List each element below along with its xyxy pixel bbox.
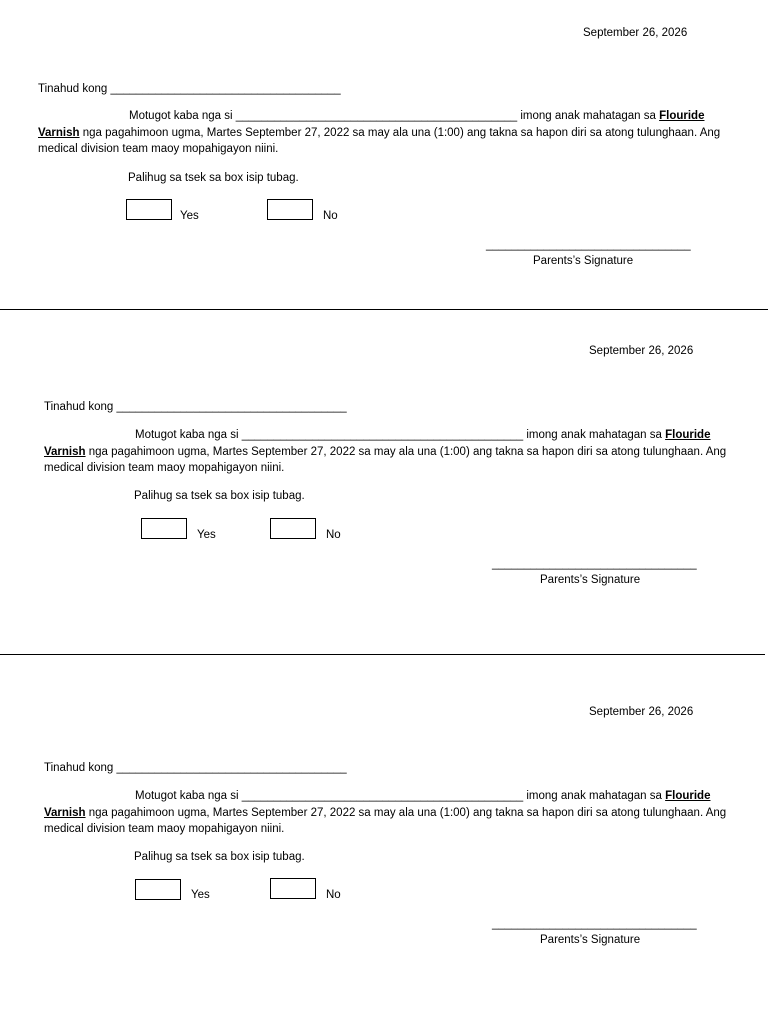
slip-date: September 26, 2026: [589, 345, 694, 357]
instruction-text: Palihug sa tsek sa box isip tubag.: [128, 172, 299, 184]
product-name-word1: Flouride: [665, 429, 711, 441]
consent-paragraph: [44, 788, 744, 838]
product-name-word2: Varnish: [38, 126, 80, 139]
slip-date: September 26, 2026: [589, 706, 694, 718]
consent-text-end: nga pagahimoon ugma, Martes September 27, 2022 sa may ala una (1:00) ang takna sa hapon diri sa atong tulunghaan. Ang medical division team maoy mopahigayon niini.: [44, 445, 727, 474]
product-name-word2: Varnish: [44, 445, 86, 458]
salutation: Tinahud kong ____________________________________: [44, 762, 347, 774]
product-name-word1: Flouride: [665, 790, 711, 802]
yes-label: Yes: [197, 529, 216, 541]
yes-label: Yes: [191, 889, 210, 901]
signature-label: Parents’s Signature: [540, 574, 641, 586]
instruction-text: Palihug sa tsek sa box isip tubag.: [134, 851, 305, 863]
consent-text-start: Motugot kaba nga si ____________________________________________ imong anak mahatagan sa: [135, 790, 662, 802]
signature-line: ________________________________: [492, 918, 697, 930]
yes-checkbox[interactable]: [135, 879, 181, 900]
signature-label: Parents’s Signature: [533, 255, 634, 267]
product-name-word2: Varnish: [44, 806, 86, 819]
consent-text-end: nga pagahimoon ugma, Martes September 27, 2022 sa may ala una (1:00) ang takna sa hapon diri sa atong tulunghaan. Ang medical division team maoy mopahigayon niini.: [38, 126, 721, 155]
product-name-word1: Flouride: [659, 110, 705, 122]
no-label: No: [326, 529, 341, 541]
signature-line: ________________________________: [492, 558, 697, 570]
salutation: Tinahud kong ____________________________________: [44, 401, 347, 413]
yes-label: Yes: [180, 210, 199, 222]
signature-label: Parents’s Signature: [540, 934, 641, 946]
consent-text-start: Motugot kaba nga si ____________________________________________ imong anak mahatagan sa: [129, 110, 656, 122]
slip-date: September 26, 2026: [583, 27, 688, 39]
signature-line: ________________________________: [486, 239, 691, 251]
no-label: No: [326, 889, 341, 901]
salutation: Tinahud kong ____________________________________: [38, 83, 341, 95]
no-label: No: [323, 210, 338, 222]
instruction-text: Palihug sa tsek sa box isip tubag.: [134, 490, 305, 502]
consent-text-start: Motugot kaba nga si ____________________________________________ imong anak mahatagan sa: [135, 429, 662, 441]
consent-text-end: nga pagahimoon ugma, Martes September 27, 2022 sa may ala una (1:00) ang takna sa hapon diri sa atong tulunghaan. Ang medical division team maoy mopahigayon niini.: [44, 806, 727, 835]
no-checkbox[interactable]: [270, 878, 316, 899]
